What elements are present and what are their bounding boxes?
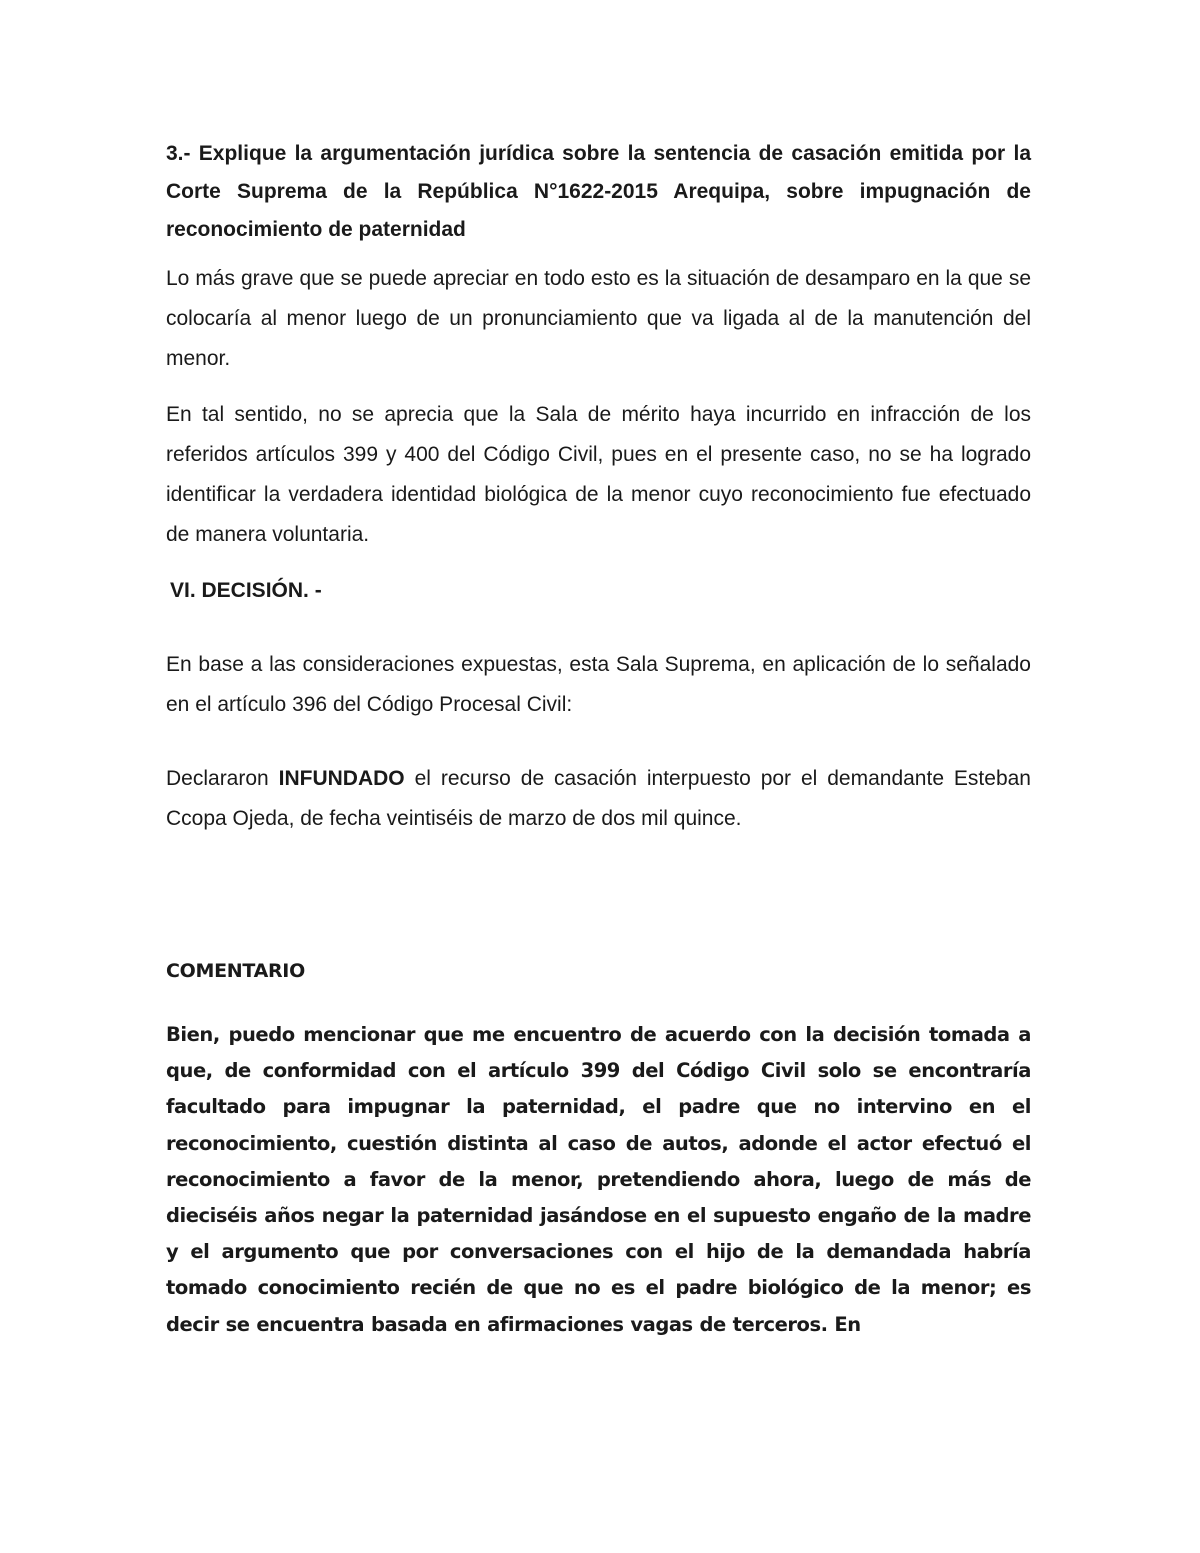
decision-heading: VI. DECISIÓN. -: [170, 579, 322, 602]
paragraph-declararon: [166, 759, 1031, 839]
declararon-text: Declararon: [166, 767, 279, 790]
spacer: [166, 855, 1031, 953]
paragraph-desamparo: Lo más grave que se puede apreciar en todo esto es la situación de desamparo en la que se colocaría al menor luego de un pronunciamiento que va ligada al de la manutención del menor.: [166, 267, 1031, 370]
paragraph-infraccion: En tal sentido, no se aprecia que la Sala de mérito haya incurrido en infracción de los referidos artículos 399 y 400 del Código Civil, pues en el presente caso, no se ha logrado identificar la verdadera identidad biológica de la menor cuyo reconocimiento fue efectuado de manera voluntaria.: [166, 403, 1031, 546]
page-content: [166, 135, 1031, 1343]
infundado-text: INFUNDADO: [278, 767, 405, 790]
paragraph-consideraciones: En base a las consideraciones expuestas, esta Sala Suprema, en aplicación de lo señalado en el artículo 396 del Código Procesal Civil:: [166, 653, 1031, 716]
comment-body: Bien, puedo mencionar que me encuentro de acuerdo con la decisión tomada a que, de conformidad con el artículo 399 del Código Civil solo se encontraría facultado para impugnar la paternidad, el padre que no intervino en el reconocimiento, cuestión distinta al caso de autos, adonde el actor efectuó el reconocimiento a favor de la menor, pretendiendo ahora, luego de más de dieciséis años negar la paternidad jasándose en el supuesto engaño de la madre y el argumento que por conversaciones con el hijo de la demandada habría tomado conocimiento recién de que no es el padre biológico de la menor; es decir se encuentra basada en afirmaciones vagas de terceros. En: [166, 1023, 1031, 1336]
spacer: [166, 741, 1031, 759]
question-heading: 3.- Explique la argumentación jurídica sobre la sentencia de casación emitida por la Corte Suprema de la República N°1622-2015 Arequipa, sobre impugnación de reconocimiento de paternidad: [166, 142, 1031, 241]
comment-title: COMENTARIO: [166, 960, 305, 982]
recurso-text: el recurso de casación interpuesto por el demandante Esteban Ccopa Ojeda, de fecha veintiséis de marzo de dos mil quince.: [166, 767, 1031, 830]
